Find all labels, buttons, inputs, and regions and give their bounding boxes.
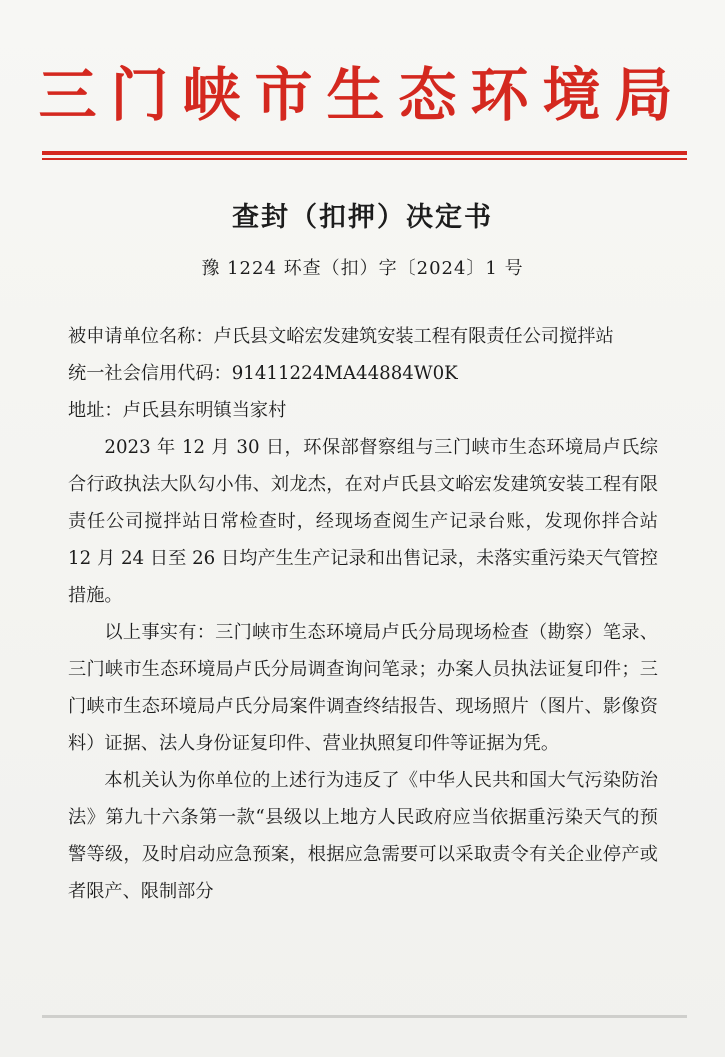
letterhead-org-name: 三门峡市生态环境局 <box>38 61 687 129</box>
document-body <box>68 318 658 910</box>
respondent-credit-code: 统一社会信用代码：91411224MA44884W0K <box>68 363 458 384</box>
letterhead-red-rule-thin <box>42 158 687 160</box>
document-title: 查封（扣押）决定书 <box>232 202 493 233</box>
page-bottom-rule <box>42 1015 687 1018</box>
paragraph-facts: 2023 年 12 月 30 日，环保部督察组与三门峡市生态环境局卢氏综合行政执法大队勾小伟、刘龙杰，在对卢氏县文峪宏发建筑安装工程有限责任公司搅拌站日常检查时，经现场查阅生产记录台账，发现你拌合站 12 月 24 日至 26 日均产生生产记录和出售记录，未落实重污染天气管控措施。 <box>68 437 658 606</box>
document-number: 豫 1224 环查（扣）字〔2024〕1 号 <box>201 258 524 279</box>
respondent-name: 被申请单位名称：卢氏县文峪宏发建筑安装工程有限责任公司搅拌站 <box>68 326 614 347</box>
respondent-address: 地址：卢氏县东明镇当家村 <box>68 400 287 421</box>
paragraph-evidence: 以上事实有：三门峡市生态环境局卢氏分局现场检查（勘察）笔录、三门峡市生态环境局卢氏分局调查询问笔录；办案人员执法证复印件；三门峡市生态环境局卢氏分局案件调查终结报告、现场照片（图片、影像资料）证据、法人身份证复印件、营业执照复印件等证据为凭。 <box>68 622 658 754</box>
letterhead-red-rule-thick <box>42 151 687 155</box>
paragraph-violation: 本机关认为你单位的上述行为违反了《中华人民共和国大气污染防治法》第九十六条第一款“县级以上地方人民政府应当依据重污染天气的预警等级，及时启动应急预案，根据应急需要可以采取责令有关企业停产或者限产、限制部分 <box>68 770 658 902</box>
